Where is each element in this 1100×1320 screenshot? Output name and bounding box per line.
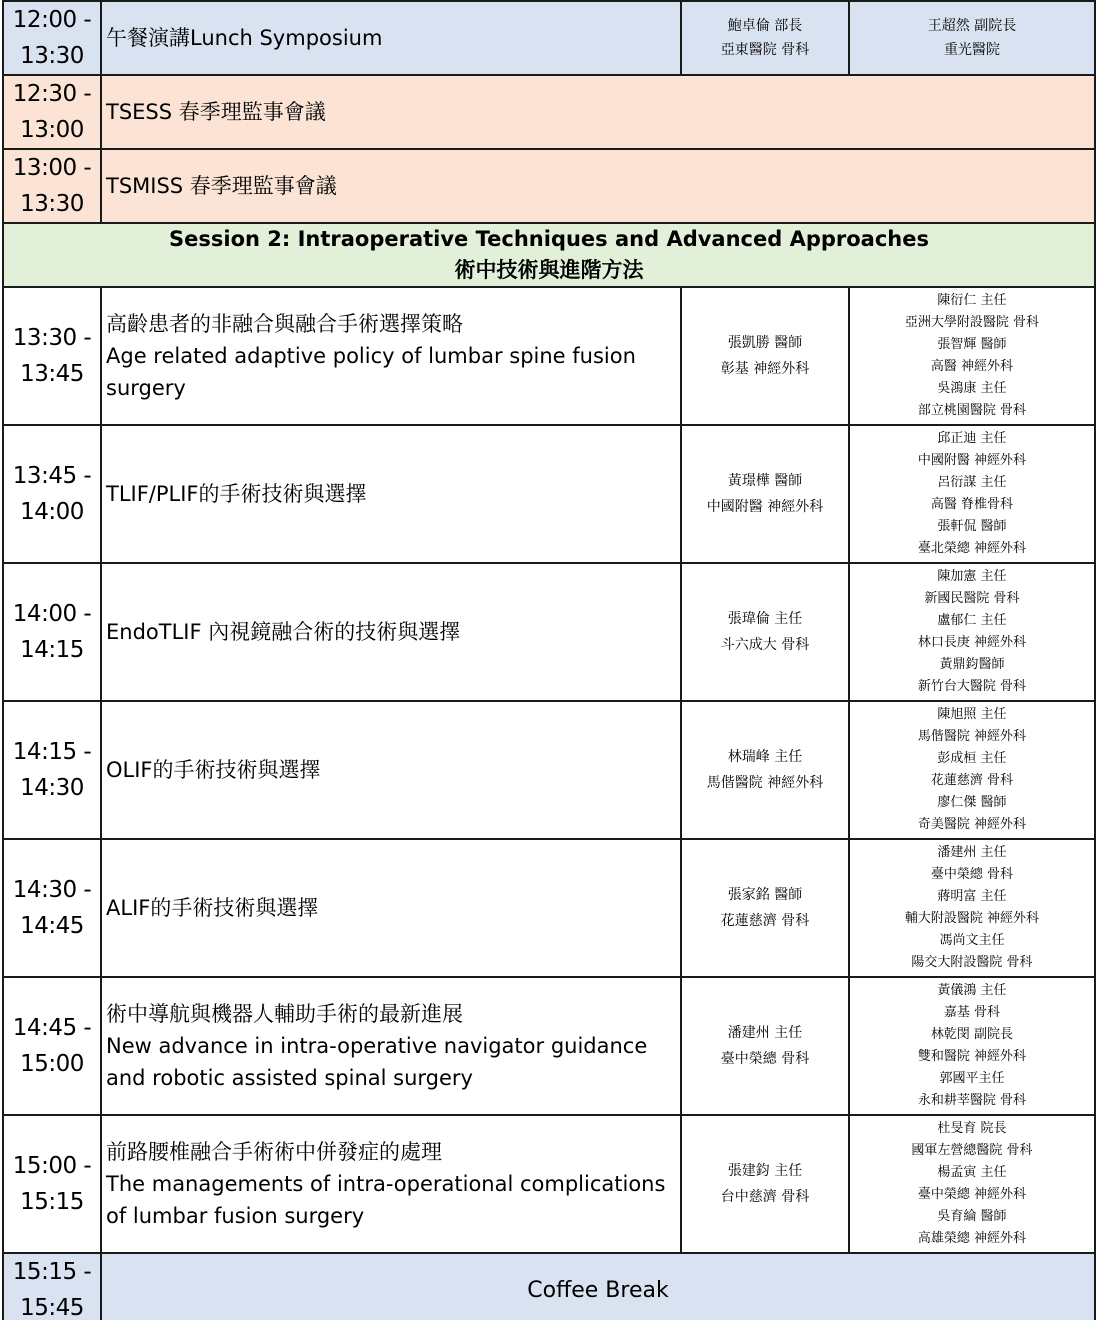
session-header-row	[3, 223, 1095, 287]
topic-cell	[101, 287, 681, 425]
moderator-affiliation: 馬偕醫院 神經外科	[917, 729, 1027, 744]
moderator-affiliation: 國軍左營總醫院 骨科	[911, 1143, 1033, 1158]
speaker-cell	[681, 563, 849, 701]
moderator-affiliation: 部立桃園醫院 骨科	[917, 403, 1027, 418]
speaker-cell	[681, 1, 849, 75]
speaker-cell	[681, 977, 849, 1115]
topic-line: Age related adaptive policy of lumbar spine fusion	[106, 344, 636, 368]
session-title-zh: 術中技術與進階方法	[454, 258, 644, 282]
moderator-cell	[849, 563, 1095, 701]
moderator-affiliation: 臺中榮總 神經外科	[917, 1187, 1027, 1202]
moderator-affiliation: 臺北榮總 神經外科	[917, 541, 1027, 556]
moderator-cell	[849, 425, 1095, 563]
moderator-name: 盧郁仁 主任	[937, 613, 1007, 628]
talk-row	[3, 977, 1095, 1115]
time-cell	[3, 75, 101, 149]
meeting-row	[3, 75, 1095, 149]
talk-row	[3, 425, 1095, 563]
moderator-cell	[849, 1, 1095, 75]
time-end: 13:45	[20, 361, 84, 387]
coffee-break-row	[3, 1253, 1095, 1320]
topic-line: 術中導航與機器人輔助手術的最新進展	[106, 1002, 463, 1026]
topic-line: of lumbar fusion surgery	[106, 1204, 365, 1228]
moderator-affiliation: 林口長庚 神經外科	[917, 635, 1027, 650]
moderator-affiliation: 花蓮慈濟 骨科	[930, 773, 1014, 788]
topic-line: New advance in intra-operative navigator guidance	[106, 1034, 648, 1058]
moderator-cell	[849, 701, 1095, 839]
moderator-affiliation: 嘉基 骨科	[943, 1005, 1001, 1020]
time-start: 13:00 -	[12, 155, 92, 181]
moderator-name: 邱正迪 主任	[937, 431, 1007, 446]
topic-line: surgery	[106, 376, 186, 400]
lunch-row	[3, 1, 1095, 75]
moderator-name: 黃儀鴻 主任	[937, 983, 1007, 998]
time-start: 14:45 -	[12, 1015, 92, 1041]
speaker-affiliation: 斗六成大 骨科	[720, 637, 810, 653]
topic-cell: 午餐演講Lunch Symposium	[101, 1, 681, 75]
speaker-cell	[681, 425, 849, 563]
time-start: 12:00 -	[12, 7, 92, 33]
time-cell	[3, 425, 101, 563]
moderator-name: 陳旭照 主任	[937, 707, 1007, 722]
time-start: 15:15 -	[12, 1259, 92, 1285]
speaker-cell	[681, 839, 849, 977]
speaker-name: 林瑞峰 主任	[727, 749, 803, 765]
speaker-cell	[681, 1115, 849, 1253]
time-end: 14:15	[20, 637, 84, 663]
meeting-row	[3, 149, 1095, 223]
talk-row	[3, 701, 1095, 839]
speaker-name: 張瑋倫 主任	[727, 611, 803, 627]
time-start: 12:30 -	[12, 81, 92, 107]
moderator-affiliation: 重光醫院	[944, 42, 1000, 58]
talk-row	[3, 1115, 1095, 1253]
time-end: 15:00	[20, 1051, 84, 1077]
speaker-affiliation: 亞東醫院 骨科	[720, 42, 810, 58]
moderator-name: 吳育綸 醫師	[937, 1209, 1007, 1224]
meeting-title: TSESS 春季理監事會議	[101, 75, 1095, 149]
moderator-name: 林乾閔 副院長	[930, 1027, 1014, 1042]
time-end: 14:45	[20, 913, 84, 939]
topic-line: TLIF/PLIF的手術技術與選擇	[106, 482, 367, 506]
moderator-affiliation: 高醫 脊椎骨科	[930, 497, 1014, 512]
moderator-name: 郭國平主任	[939, 1071, 1005, 1086]
topic-line: OLIF的手術技術與選擇	[106, 758, 321, 782]
speaker-name: 黃璟樺 醫師	[727, 473, 803, 489]
time-start: 14:30 -	[12, 877, 92, 903]
topic-cell	[101, 1115, 681, 1253]
time-end: 14:00	[20, 499, 84, 525]
moderator-name: 楊孟寅 主任	[937, 1165, 1007, 1180]
speaker-affiliation: 馬偕醫院 神經外科	[706, 775, 824, 791]
talk-row	[3, 287, 1095, 425]
speaker-name: 鮑卓倫 部長	[727, 18, 803, 34]
moderator-affiliation: 陽交大附設醫院 骨科	[911, 955, 1033, 970]
moderator-affiliation: 高醫 神經外科	[930, 359, 1014, 374]
moderator-affiliation: 永和耕莘醫院 骨科	[917, 1093, 1027, 1108]
moderator-name: 杜旻育 院長	[937, 1121, 1007, 1136]
topic-cell	[101, 563, 681, 701]
time-end: 13:30	[20, 191, 84, 217]
time-end: 15:45	[20, 1295, 84, 1320]
moderator-affiliation: 臺中榮總 骨科	[930, 867, 1014, 882]
topic-cell	[101, 839, 681, 977]
time-cell	[3, 149, 101, 223]
talk-row	[3, 839, 1095, 977]
moderator-cell	[849, 839, 1095, 977]
time-cell	[3, 287, 101, 425]
time-start: 14:15 -	[12, 739, 92, 765]
topic-line: and robotic assisted spinal surgery	[106, 1066, 473, 1090]
moderator-affiliation: 輔大附設醫院 神經外科	[904, 911, 1040, 926]
moderator-affiliation: 中國附醫 神經外科	[917, 453, 1027, 468]
speaker-name: 潘建州 主任	[727, 1025, 803, 1041]
session-header	[3, 223, 1095, 287]
time-cell	[3, 977, 101, 1115]
time-end: 14:30	[20, 775, 84, 801]
moderator-affiliation: 奇美醫院 神經外科	[917, 817, 1027, 832]
time-start: 14:00 -	[12, 601, 92, 627]
speaker-cell	[681, 701, 849, 839]
moderator-name: 黃鼎鈞醫師	[939, 657, 1005, 672]
schedule-table	[2, 0, 1096, 1320]
topic-line: 前路腰椎融合手術術中併發症的處理	[106, 1140, 442, 1164]
time-end: 13:30	[20, 43, 84, 69]
speaker-affiliation: 彰基 神經外科	[720, 361, 810, 377]
moderator-affiliation: 雙和醫院 神經外科	[917, 1049, 1027, 1064]
speaker-affiliation: 花蓮慈濟 骨科	[720, 913, 810, 929]
time-cell	[3, 839, 101, 977]
moderator-name: 廖仁傑 醫師	[937, 795, 1007, 810]
speaker-name: 張凱勝 醫師	[727, 335, 803, 351]
moderator-affiliation: 亞洲大學附設醫院 骨科	[904, 315, 1040, 330]
speaker-cell	[681, 287, 849, 425]
topic-line: ALIF的手術技術與選擇	[106, 896, 319, 920]
topic-line: 高齡患者的非融合與融合手術選擇策略	[106, 312, 463, 336]
speaker-affiliation: 中國附醫 神經外科	[706, 499, 824, 515]
moderator-name: 彭成桓 主任	[937, 751, 1007, 766]
moderator-name: 馮尚文主任	[939, 933, 1005, 948]
moderator-name: 張智輝 醫師	[937, 337, 1007, 352]
time-start: 15:00 -	[12, 1153, 92, 1179]
speaker-name: 張建鈞 主任	[727, 1163, 803, 1179]
speaker-affiliation: 台中慈濟 骨科	[720, 1189, 810, 1205]
speaker-affiliation: 臺中榮總 骨科	[720, 1051, 810, 1067]
moderator-cell	[849, 287, 1095, 425]
talk-row	[3, 563, 1095, 701]
moderator-name: 王超然 副院長	[927, 18, 1017, 34]
time-cell	[3, 1253, 101, 1320]
moderator-name: 呂衍謀 主任	[937, 475, 1007, 490]
moderator-name: 張軒侃 醫師	[937, 519, 1007, 534]
moderator-name: 潘建州 主任	[937, 845, 1007, 860]
topic-line: EndoTLIF 內視鏡融合術的技術與選擇	[106, 620, 461, 644]
topic-cell	[101, 977, 681, 1115]
speaker-name: 張家銘 醫師	[727, 887, 803, 903]
moderator-affiliation: 高雄榮總 神經外科	[917, 1231, 1027, 1246]
moderator-name: 陳加憲 主任	[937, 569, 1007, 584]
time-end: 15:15	[20, 1189, 84, 1215]
coffee-break-label: Coffee Break	[101, 1253, 1095, 1320]
topic-cell	[101, 701, 681, 839]
time-start: 13:30 -	[12, 325, 92, 351]
topic-cell	[101, 425, 681, 563]
time-start: 13:45 -	[12, 463, 92, 489]
moderator-name: 蔣明富 主任	[937, 889, 1007, 904]
time-cell	[3, 701, 101, 839]
moderator-name: 吳鴻康 主任	[937, 381, 1007, 396]
time-cell	[3, 1, 101, 75]
moderator-name: 陳衍仁 主任	[937, 293, 1007, 308]
time-cell	[3, 563, 101, 701]
time-cell	[3, 1115, 101, 1253]
moderator-affiliation: 新竹台大醫院 骨科	[917, 679, 1027, 694]
moderator-cell	[849, 1115, 1095, 1253]
session-title-en: Session 2: Intraoperative Techniques and Advanced Approaches	[169, 227, 929, 251]
topic-line: The managements of intra-operational complications	[106, 1172, 666, 1196]
moderator-cell	[849, 977, 1095, 1115]
time-end: 13:00	[20, 117, 84, 143]
moderator-affiliation: 新國民醫院 骨科	[924, 591, 1020, 606]
meeting-title: TSMISS 春季理監事會議	[101, 149, 1095, 223]
